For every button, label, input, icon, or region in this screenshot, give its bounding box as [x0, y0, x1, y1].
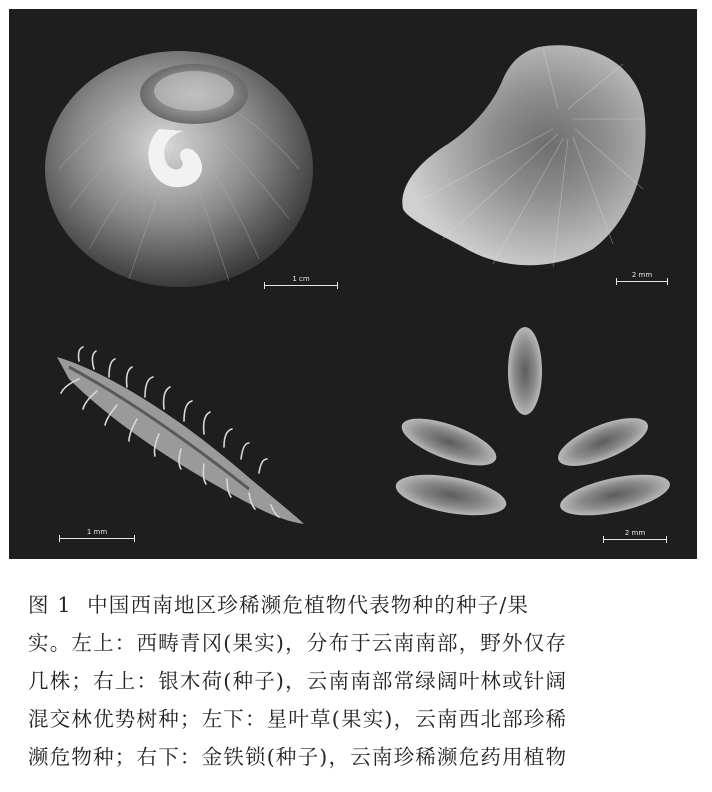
- caption-line-1: 图 1 中国西南地区珍稀濒危植物代表物种的种子/果: [28, 593, 530, 617]
- scale-bar-bottom-left: [59, 530, 135, 542]
- caption-line-4: 混交林优势树种；左下：星叶草(果实)，云南西北部珍稀: [28, 707, 568, 731]
- acorn-fruit-image: [9, 9, 353, 299]
- caption-line-2: 实。左上：西畴青冈(果实)，分布于云南南部，野外仅存: [28, 631, 568, 655]
- spiny-fruit-image: [9, 299, 353, 559]
- figure-caption: [28, 586, 690, 776]
- panel-bottom-left: [9, 299, 353, 559]
- scale-bar-top-left: [264, 277, 338, 289]
- panel-bottom-right: [353, 299, 697, 559]
- five-seeds-image: [353, 299, 697, 559]
- panel-top-right: [353, 9, 697, 299]
- fan-seed-image: [353, 9, 697, 299]
- figure-image: [9, 9, 697, 559]
- scale-bar-top-right: [616, 273, 668, 285]
- caption-line-5: 濒危物种；右下：金铁锁(种子)，云南珍稀濒危药用植物: [28, 745, 568, 769]
- scale-label-bottom-right: 2 mm: [624, 529, 646, 537]
- scale-label-bottom-left: 1 mm: [86, 528, 108, 536]
- scale-bar-bottom-right: [603, 531, 667, 543]
- caption-line-3: 几株；右上：银木荷(种子)，云南南部常绿阔叶林或针阔: [28, 669, 568, 693]
- panel-top-left: [9, 9, 353, 299]
- scale-label-top-right: 2 mm: [631, 271, 653, 279]
- scale-label-top-left: 1 cm: [292, 275, 310, 283]
